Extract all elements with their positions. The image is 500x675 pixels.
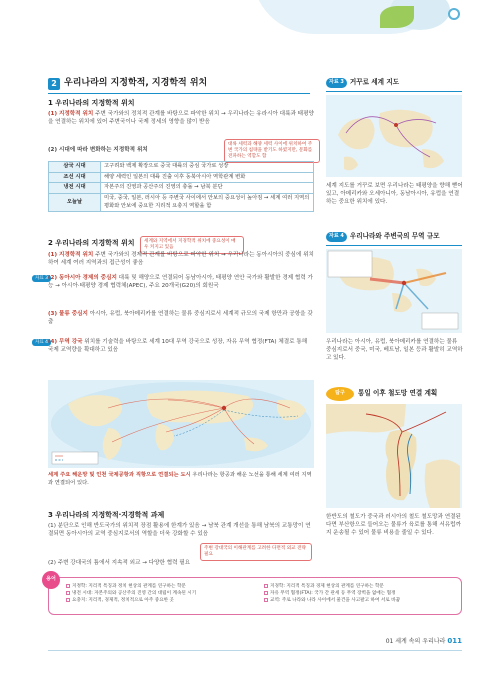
divider	[326, 245, 462, 246]
paragraph-geoeconomic-1: (1) 지경학적 위치 주변 국가와의 경제적 관계를 바탕으로 파악한 위치 → 우리나라는 동아시아의 중심에 위치하여 세계 여러 지역과의 접근성이 좋음	[48, 252, 314, 267]
subheading-geoeconomic: 2 우리나라의 지경학적 위치	[48, 239, 135, 247]
subheading-geopolitical: 1 우리나라의 지정학적 위치	[48, 99, 135, 107]
note-box: 주변 강대국의 이해관계를 고려한 다면적 외교 전략 필요	[200, 543, 312, 561]
inquiry-badge: 탐구	[326, 387, 354, 401]
page-footer: 01 세계 속의 우리나라 011	[385, 637, 462, 645]
glossary-item: 교역: 주로 나라와 나라 사이에서 물건을 사고팔고 하여 서로 바꿈	[264, 597, 460, 604]
table-row: 냉전 시대 자본주의 진영과 공산주의 진영의 충돌 → 남북 분단	[49, 183, 314, 194]
section-heading	[48, 78, 310, 90]
paragraph-geoeconomic-4: (4) 무역 강국 위치를 기술력을 바탕으로 세계 10대 무역 강국으로 성장, 자유 무역 협정(FTA) 체결로 통해 국제 교역량을 확대하고 있음	[48, 339, 308, 354]
checkbox-icon	[264, 584, 268, 588]
paragraph-challenges-1: (1) 분단으로 인해 반도국가의 위치적 장점 활용에 한계가 있음 → 남북 관계 개선을 통해 남북의 교통망이 연결되면 동아시아의 교역 중심지로서의 역할을 더욱 강화할 수 있음	[48, 523, 311, 538]
paragraph-challenges-2: (2) 주변 강대국의 틈에서 지속적 외교 → 다양한 협력 필요	[48, 560, 191, 566]
paragraph-era-change: (2) 시대에 따라 변화하는 지정학적 위치	[48, 147, 148, 153]
reference-tag: 자료 4	[32, 339, 51, 346]
paragraph-geopolitical: (1) 지정학적 위치 주변 국가와의 정치적 관계를 바탕으로 파악한 위치 → 우리나라는 유라시아 대륙과 태평양을 연결하는 위치에 있어 주변국이나 국제 정세의 영향을 많이 받음	[48, 111, 314, 126]
page-number: 011	[447, 637, 462, 645]
glossary-right	[264, 583, 460, 604]
paragraph-geoeconomic-3: (3) 물류 중심지 아시아, 유럽, 북아메리카를 연결하는 물류 중심지로서 세계적 규모의 국제 항만과 공항을 갖춤	[48, 311, 313, 326]
glossary-item: 요충지: 지리적, 경제적, 정치적으로 아주 중요한 곳	[66, 597, 262, 604]
railway-map	[326, 404, 462, 508]
glossary-left	[66, 583, 262, 604]
checkbox-icon	[264, 591, 268, 595]
trade-map	[326, 249, 462, 333]
checkbox-icon	[66, 598, 70, 602]
world-map-svg	[48, 380, 314, 468]
divider	[326, 91, 462, 92]
reversed-world-map	[326, 95, 462, 177]
subheading-challenges: 3 우리나라의 지정학적·지경학적 과제	[48, 511, 165, 519]
world-map	[48, 380, 314, 468]
divider	[48, 93, 310, 94]
card-railway-title: 통일 이후 철도망 연결 계획	[358, 389, 438, 398]
leaf-icon	[380, 6, 414, 28]
reference-tag: 자료 3	[32, 275, 51, 282]
circle-icon	[448, 8, 460, 20]
table-row: 오늘날 미국, 중국, 일본, 러시아 등 주변국 사이에서 안보의 중요성이 높아짐 → 세계 여러 지역의 평화와 안보에 중요한 지리적 요충지 역할을 함	[49, 194, 314, 212]
card-reversed-map-title: 자료 3 거꾸로 세계 지도	[326, 78, 399, 88]
note-box: 대륙 세력과 해양 세력 사이에 위치하여 주변 국가의 침략을 받기도 하였지만, 문화를 전파하는 역할도 함	[224, 139, 320, 163]
table-row: 조선 시대 해양 세력인 일본의 대륙 진출 이후 동북아시아 역학관계 변화	[49, 172, 314, 183]
checkbox-icon	[66, 591, 70, 595]
table-row: 삼국 시대 고구려와 백제 확장으로 중국 대륙의 중심 국가로 성장	[49, 162, 314, 173]
divider	[48, 650, 462, 651]
checkbox-icon	[264, 598, 268, 602]
glossary-item: 자유 무역 협정(FTA): 국가 간 관세 등 무역 장벽을 없애는 협정	[264, 590, 460, 597]
glossary-item: 지정학: 지리적 특징과 정치 현상의 관계를 연구하는 학문	[66, 583, 262, 590]
checkbox-icon	[66, 584, 70, 588]
note-box: 세계와 지역에서 지경학적 위치에 중요성이 매우 커지고 있음	[140, 236, 244, 254]
glossary-item: 지경학: 지리적 특징과 경제 현상의 관계를 연구하는 학문	[264, 583, 460, 590]
map-caption: 세계 주요 해운망 및 인천 국제공항과 직항으로 연결되는 도시 우리나라는 항공과 해운 노선을 통해 세계 여러 지역과 연결되어 있다.	[48, 472, 312, 486]
section-number: 2	[48, 78, 60, 90]
era-table	[48, 161, 314, 212]
glossary-badge: 용어	[42, 571, 60, 589]
paragraph-geoeconomic-2: (2) 동아시아 경제의 중심지 대륙 및 해양으로 연결되어 동남아시아, 태평양 연안 국가와 활발한 경제 협력 가능 → 아시아·태평양 경제 협력체(APEC), 주요 20개국(G20)의 회원국	[48, 275, 313, 290]
card-railway-text: 한반도의 철도가 중국과 러시아의 철도 철도망과 연결된다면 부산항으로 들어오는 물류가 육로를 통해 서유럽까지 운송될 수 있어 물류 비용을 줄일 수 있다.	[326, 514, 461, 537]
card-reversed-map-text: 세계 지도를 거꾸로 보면 우리나라는 태평양을 향해 뻗어 있고, 아메리카와 오세아니아, 동남아시아, 유럽을 연결하는 중요한 위치에 있다.	[326, 183, 463, 206]
section-title: 우리나라의 지정학적, 지경학적 위치	[64, 78, 208, 89]
glossary-item: 냉전 시대: 자본주의와 공산주의 진영 간의 대립이 계속된 시기	[66, 590, 262, 597]
card-trade-title: 자료 4 우리나라와 주변국의 무역 규모	[326, 232, 440, 242]
card-trade-text: 우리나라는 아시아, 유럽, 북아메리카를 연결하는 물류 중심지로서 중국, 미국, 베트남, 일본 등과 활발히 교역하고 있다.	[326, 339, 463, 362]
